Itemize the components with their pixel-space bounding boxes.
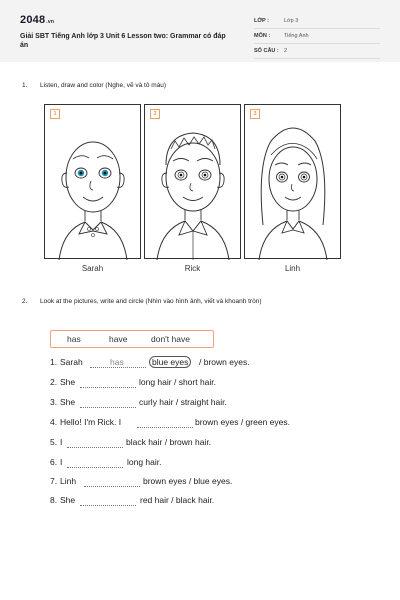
exercise-instruction: Look at the pictures, write and circle (Nhìn vào hình ảnh, viết và khoanh tròn) [40, 298, 262, 305]
page-header [0, 0, 400, 62]
sentence-subject: She [60, 495, 76, 505]
sentence-subject: I [60, 437, 63, 447]
exercise-instruction: Listen, draw and color (Nghe, vẽ và tô màu) [40, 82, 167, 89]
meta-value: 2 [284, 48, 288, 54]
picture-panel-rick [144, 104, 241, 259]
answer-blank[interactable] [137, 427, 193, 428]
exercise-number: 1. [22, 82, 28, 89]
meta-row-class [254, 14, 380, 29]
sentence-row [50, 495, 350, 509]
sentence-row [50, 377, 350, 391]
exercise-number: 2. [22, 298, 28, 305]
linh-drawing [245, 105, 342, 260]
sentence-row [50, 457, 350, 471]
page-title: Giải SBT Tiếng Anh lớp 3 Unit 6 Lesson two: Grammar có đáp án [20, 33, 226, 49]
sentence-number: 5. [50, 437, 58, 447]
picture-name-label: Rick [184, 264, 201, 273]
sarah-drawing [45, 105, 142, 260]
answer-blank[interactable] [84, 486, 140, 487]
word-box [50, 330, 214, 348]
sentence-number: 3. [50, 397, 58, 407]
answer-text: has [110, 357, 124, 367]
word-option: has [67, 334, 81, 344]
sentence-number: 2. [50, 377, 58, 387]
logo-sub: .vn [46, 19, 55, 25]
meta-value: Tiếng Anh [284, 33, 309, 39]
picture-panel-linh [244, 104, 341, 259]
sentence-options: / brown eyes. [199, 357, 250, 367]
answer-blank[interactable] [80, 407, 136, 408]
sentence-subject: Hello! I'm Rick. I [60, 417, 122, 427]
sentence-options: curly hair / straight hair. [139, 397, 227, 407]
site-logo[interactable] [20, 14, 54, 26]
meta-row-count [254, 44, 380, 59]
circled-choice[interactable]: blue eyes [149, 356, 191, 368]
picture-number-badge: 3 [250, 109, 260, 119]
sentence-number: 4. [50, 417, 58, 427]
picture-name-label: Sarah [81, 264, 104, 273]
rick-drawing [145, 105, 242, 260]
sentence-subject: She [60, 377, 76, 387]
answer-blank[interactable] [90, 367, 146, 368]
exercise-1-heading [22, 82, 382, 92]
sentence-subject: I [60, 457, 63, 467]
sentence-row [50, 437, 350, 451]
picture-number-badge: 2 [150, 109, 160, 119]
sentence-options: red hair / black hair. [140, 495, 215, 505]
answer-blank[interactable] [80, 505, 136, 506]
sentence-options: brown eyes / green eyes. [195, 417, 290, 427]
sentence-row [50, 476, 350, 490]
sentence-number: 1. [50, 357, 58, 367]
sentence-number: 6. [50, 457, 58, 467]
sentence-row [50, 417, 350, 431]
meta-key: SỐ CÂU : [254, 48, 279, 54]
sentence-subject: She [60, 397, 76, 407]
sentence-options: long hair / short hair. [139, 377, 217, 387]
sentence-subject: Linh [60, 476, 77, 486]
sentence-options: long hair. [127, 457, 162, 467]
exercise-2-heading [22, 298, 382, 308]
word-option: don't have [151, 334, 190, 344]
sentence-options: black hair / brown hair. [126, 437, 212, 447]
meta-key: MÔN : [254, 33, 271, 39]
picture-panel-sarah [44, 104, 141, 259]
sentence-number: 8. [50, 495, 58, 505]
meta-value: Lớp 3 [284, 18, 299, 24]
sentence-number: 7. [50, 476, 58, 486]
answer-blank[interactable] [67, 467, 123, 468]
meta-key: LỚP : [254, 18, 269, 24]
meta-row-subject [254, 29, 380, 44]
word-option: have [109, 334, 128, 344]
sentence-row [50, 357, 350, 371]
logo-main: 2048 [20, 14, 46, 26]
sentence-options: brown eyes / blue eyes. [143, 476, 233, 486]
picture-number-badge: 1 [50, 109, 60, 119]
sentence-row [50, 397, 350, 411]
answer-blank[interactable] [67, 447, 123, 448]
sentence-subject: Sarah [60, 357, 83, 367]
picture-name-label: Linh [284, 264, 301, 273]
answer-blank[interactable] [80, 387, 136, 388]
